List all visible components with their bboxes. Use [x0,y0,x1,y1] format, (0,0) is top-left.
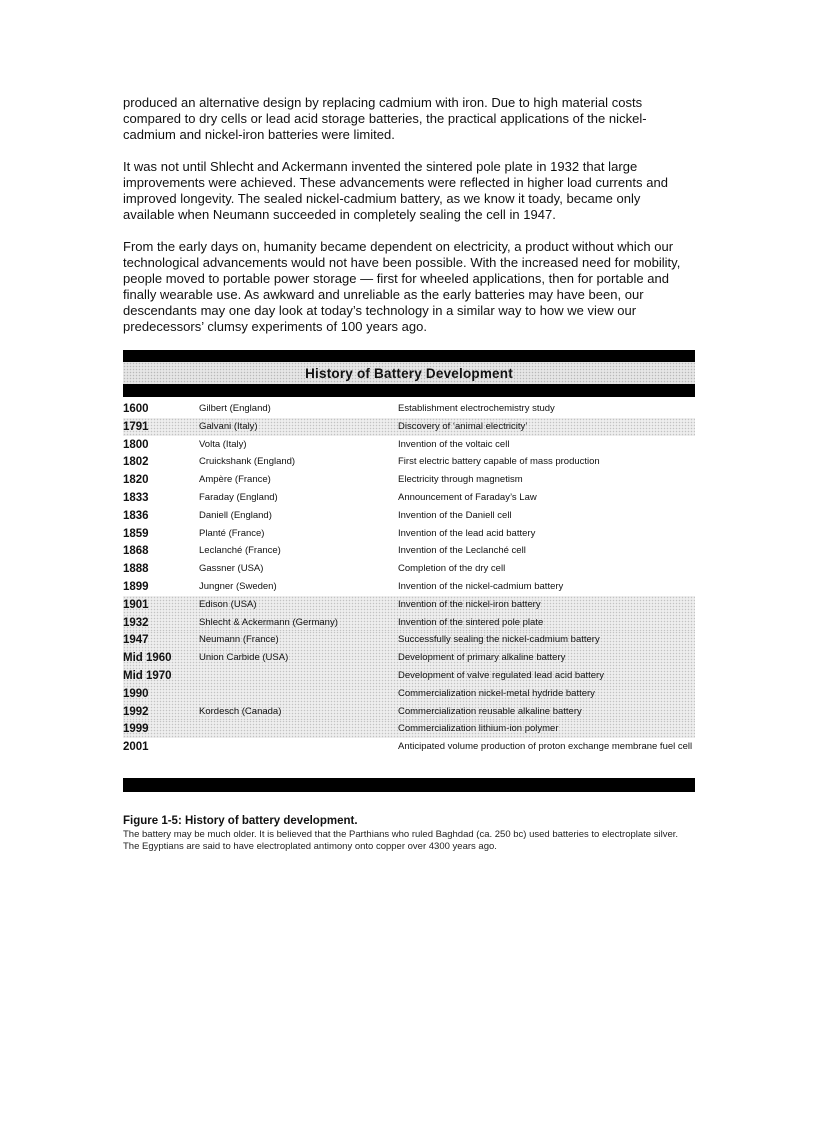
table-row [123,738,695,772]
development-cell: Invention of the voltaic cell [398,438,510,450]
development-cell: Electricity through magnetism [398,474,523,486]
inventor-cell: Cruickshank (England) [199,456,296,468]
inventor-cell: Planté (France) [199,527,265,539]
table-row [123,471,695,489]
table-row [123,542,695,560]
year-cell: 1899 [123,580,149,593]
development-cell: Establishment electrochemistry study [398,403,555,414]
year-cell: 1992 [123,705,149,718]
inventor-cell: Gassner (USA) [199,563,264,575]
inventor-cell: Leclanché (France) [199,545,281,557]
development-cell: Commercialization lithium-ion polymer [398,723,559,735]
table-row [123,578,695,596]
inventor-cell: Edison (USA) [199,598,257,610]
development-cell: Invention of the Leclanché cell [398,545,526,557]
table-row [123,418,695,436]
year-cell: 2001 [123,741,149,754]
table-row [123,685,695,703]
inventor-cell: Daniell (England) [199,509,272,521]
year-cell: 1999 [123,723,149,736]
year-cell: 1833 [123,491,149,504]
table-bottom-bar [123,778,695,792]
table-title: History of Battery Development [305,365,513,381]
year-cell: Mid 1960 [123,652,172,665]
development-cell: Commercialization reusable alkaline battery [398,705,582,717]
caption-title: Figure 1-5: History of battery development. [123,815,358,827]
inventor-cell: Galvani (Italy) [199,420,258,432]
development-cell: Invention of the lead acid battery [398,527,536,539]
inventor-cell: Volta (Italy) [199,438,247,450]
inventor-cell: Jungner (Sweden) [199,580,277,592]
figure-caption [123,815,695,853]
development-cell: Announcement of Faraday’s Law [398,491,537,503]
year-cell: 1802 [123,456,149,469]
inventor-cell: Kordesch (Canada) [199,705,282,717]
development-cell: Discovery of ‘animal electricity’ [398,420,528,432]
development-cell: Development of valve regulated lead acid battery [398,669,604,681]
inventor-cell [199,685,398,688]
development-cell: Commercialization nickel-metal hydride battery [398,687,595,699]
table-row [123,489,695,507]
inventor-cell: Ampère (France) [199,474,271,486]
year-cell: 1600 [123,403,149,415]
table-row [123,720,695,738]
table-row [123,400,695,418]
year-cell: Mid 1970 [123,669,172,682]
table-row [123,614,695,632]
development-cell: Invention of the nickel-cadmium battery [398,580,564,592]
inventor-cell [199,738,398,741]
development-cell: Invention of the nickel-iron battery [398,598,541,610]
table-row [123,631,695,649]
inventor-cell: Neumann (France) [199,634,279,646]
development-cell: First electric battery capable of mass production [398,456,600,468]
caption-text: The battery may be much older. It is believed that the Parthians who ruled Baghdad (ca. 250 bc) used batteries to electroplate silver. The Egyptians are said to have electroplated antimony onto copper over 4300 years ago. [123,829,679,852]
table-row [123,525,695,543]
paragraph: produced an alternative design by replacing cadmium with iron. Due to high material costs compared to dry cells or lead acid storage batteries, the practical applications of the nickel-cadmium and nickel-iron batteries were limited. [123,95,647,142]
year-cell: 1791 [123,420,149,433]
table-title-band [123,362,695,384]
year-cell: 1932 [123,616,149,629]
table-row [123,560,695,578]
development-cell: Completion of the dry cell [398,563,506,575]
inventor-cell [199,667,398,670]
year-cell: 1859 [123,527,149,540]
table-row [123,649,695,667]
development-cell: Successfully sealing the nickel-cadmium battery [398,634,600,646]
table-row [123,453,695,471]
inventor-cell: Faraday (England) [199,491,278,503]
paragraph: From the early days on, humanity became dependent on electricity, a product without which our technological advancements would not have been possible. With the increased need for mobility, people moved to portable power storage — first for wheeled applications, then for portable and finally wearable use. As awkward and unreliable as the early batteries may have been, our descendants may one day look at today’s technology in a similar way to how we view our predecessors’ clumsy experiments of 100 years ago. [123,239,681,334]
inventor-cell: Gilbert (England) [199,403,271,414]
development-cell: Invention of the Daniell cell [398,509,512,521]
table-rows [123,400,695,772]
year-cell: 1901 [123,598,149,611]
year-cell: 1800 [123,438,149,451]
year-cell: 1888 [123,563,149,576]
table-header-bar [123,384,695,397]
paragraph: It was not until Shlecht and Ackermann invented the sintered pole plate in 1932 that large improvements were achieved. These advancements were reflected in higher load currents and improved longevity. The sealed nickel-cadmium battery, as we know it toady, became only available when Neumann succeeded in completely sealing the cell in 1947. [123,159,668,222]
table-row [123,507,695,525]
inventor-cell: Union Carbide (USA) [199,652,289,664]
development-cell: Development of primary alkaline battery [398,652,566,664]
table-top-bar [123,350,695,362]
body-text [123,95,695,351]
table-row [123,596,695,614]
inventor-cell [199,720,398,723]
table-row [123,436,695,454]
year-cell: 1868 [123,545,149,558]
year-cell: 1990 [123,687,149,700]
year-cell: 1820 [123,474,149,487]
table-row [123,703,695,721]
year-cell: 1836 [123,509,149,522]
inventor-cell: Shlecht & Ackermann (Germany) [199,616,338,628]
development-cell: Invention of the sintered pole plate [398,616,544,628]
year-cell: 1947 [123,634,149,647]
table-row [123,667,695,685]
development-cell: Anticipated volume production of proton exchange membrane fuel cell [398,741,693,753]
battery-history-table [123,350,695,792]
